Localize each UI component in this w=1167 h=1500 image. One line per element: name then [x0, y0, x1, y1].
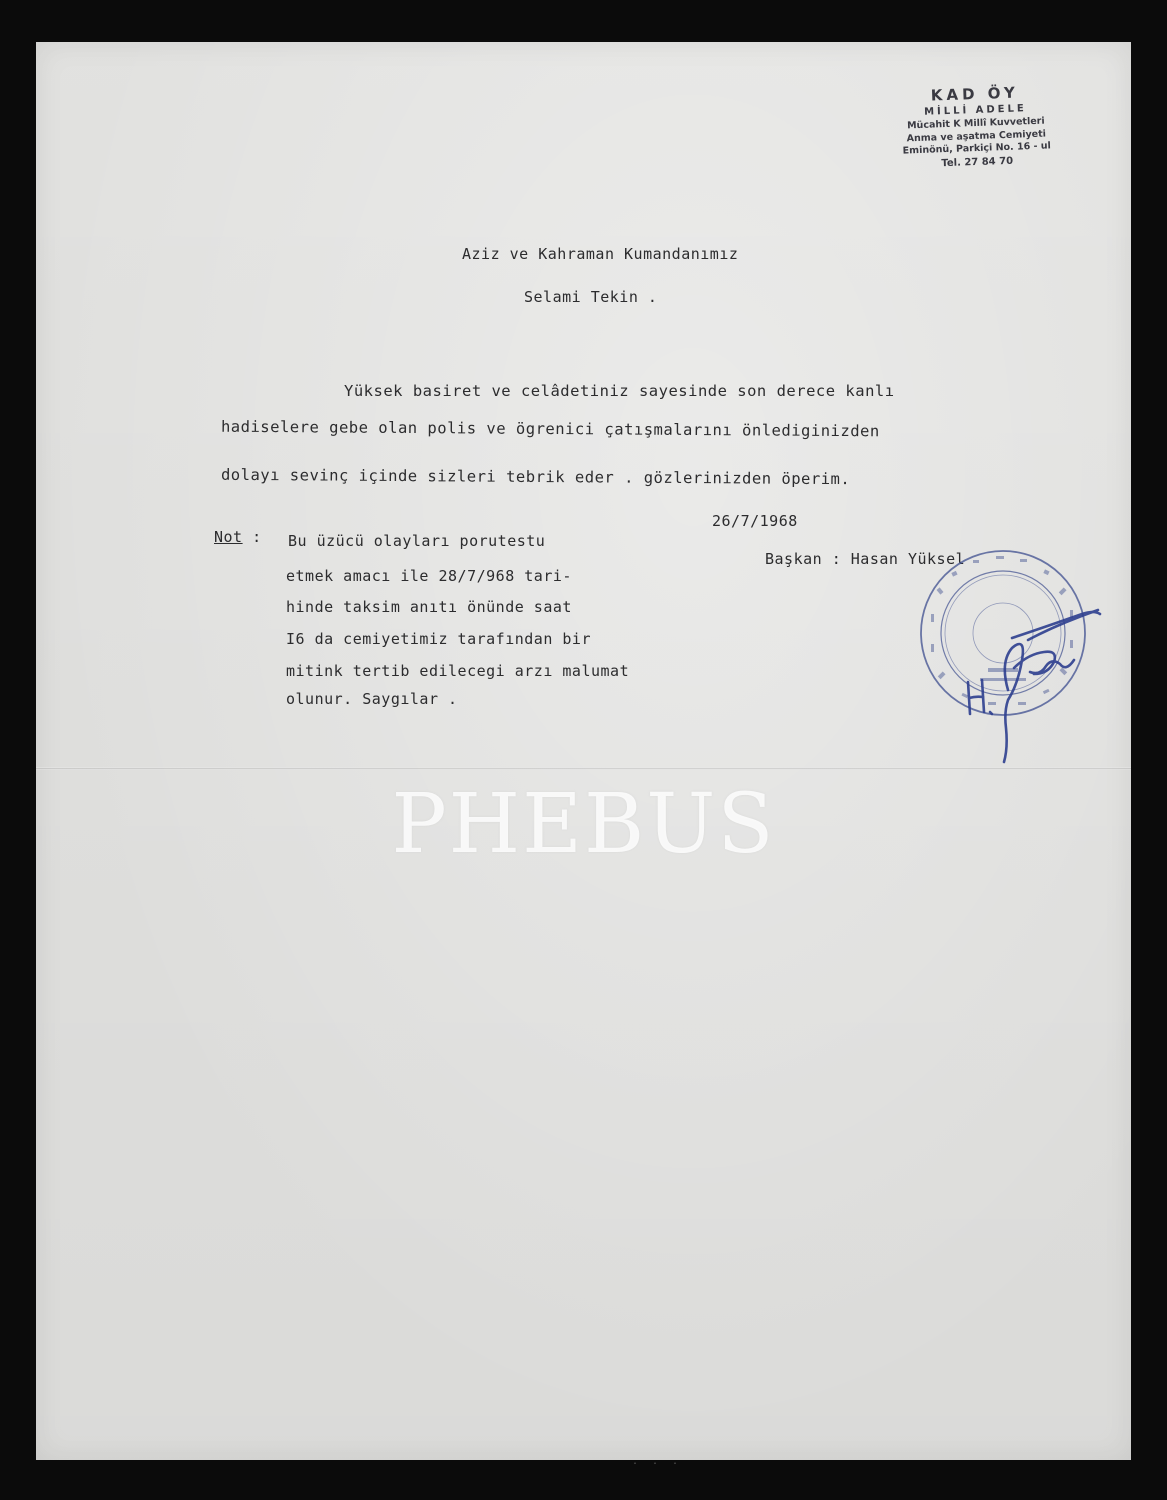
note-line-3: hinde taksim anıtı önünde saat [286, 598, 572, 616]
letter-date: 26/7/1968 [712, 512, 798, 530]
document-sheet [36, 42, 1131, 1467]
note-line-4: I6 da cemiyetimiz tarafından bir [286, 630, 591, 648]
note-line-1: Bu üzücü olayları porutestu [288, 532, 546, 550]
letterhead-line-2: MİLLİ ADELE [923, 103, 1027, 119]
body-line-2: hadiselere gebe olan polis ve ögrenici çatışmalarını önlediginizden [220, 417, 880, 441]
letterhead-line-1: KAD ÖY [930, 83, 1020, 105]
letterhead-line-4: Anma ve aşatma Cemiyeti [906, 128, 1047, 144]
bottom-marks: ... [632, 1456, 693, 1467]
watermark: PHEBUS [391, 777, 776, 872]
letterhead-line-3: Mücahit K Millî Kuvvetleri [906, 115, 1045, 132]
body-line-3: dolayı sevinç içinde sizleri tebrik eder . gözlerinizden öperim. [220, 465, 851, 489]
handwritten-signature [948, 602, 1118, 772]
body-line-1: Yüksek basiret ve celâdetiniz sayesinde son derece kanlı [344, 382, 895, 400]
note-line-6: olunur. Saygılar . [286, 690, 458, 708]
note-label: Not [214, 528, 243, 546]
note-heading [214, 528, 262, 546]
address-line-2: Selami Tekin . [524, 288, 658, 306]
letterhead-line-5: Eminönü, Parkiçi No. 16 - ul [902, 140, 1051, 157]
note-line-5: mitink tertib edilecegi arzı malumat [286, 662, 630, 680]
address-line-1: Aziz ve Kahraman Kumandanımız [462, 245, 739, 263]
note-line-2: etmek amacı ile 28/7/968 tari- [286, 567, 572, 585]
letterhead-phone: Tel. 27 84 70 [941, 155, 1014, 170]
signer-line: Başkan : Hasan Yüksel [765, 550, 966, 568]
note-colon: : [252, 528, 262, 546]
letterhead-stamp [835, 79, 1118, 174]
